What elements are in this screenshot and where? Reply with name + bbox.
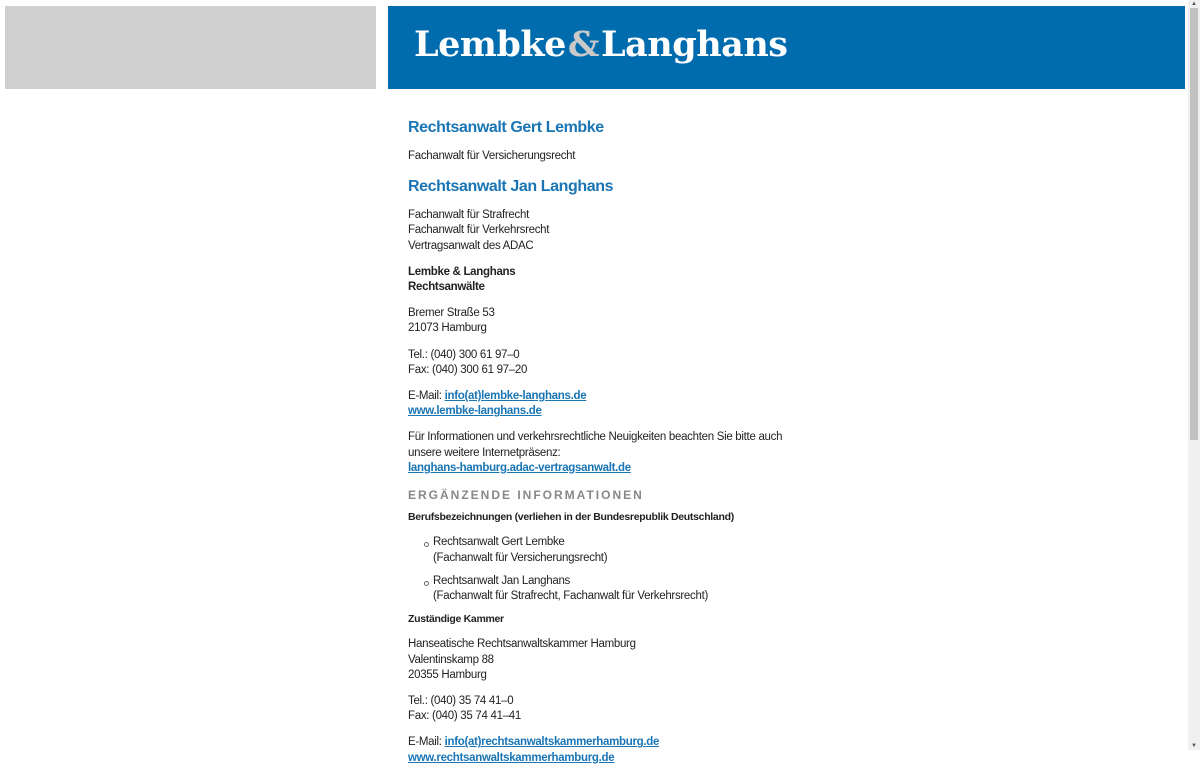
firm-street: Bremer Straße 53 <box>408 307 495 320</box>
professional-titles-list <box>408 535 788 604</box>
chamber-city: 20355 Hamburg <box>408 668 487 681</box>
firm-type: Rechtsanwälte <box>408 281 485 294</box>
firm-phone-block <box>408 348 788 378</box>
lawyer-1-titles <box>408 149 788 164</box>
firm-tel: Tel.: (040) 300 61 97–0 <box>408 348 520 361</box>
info-text: unsere weitere Internetpräsenz: <box>408 446 561 459</box>
vertical-scrollbar[interactable] <box>1188 0 1200 750</box>
firm-website-link[interactable]: www.lembke-langhans.de <box>408 405 542 418</box>
list-item <box>433 535 788 565</box>
chamber-street: Valentinskamp 88 <box>408 653 494 666</box>
chamber-tel: Tel.: (040) 35 74 41–0 <box>408 695 514 708</box>
professional-titles-heading: Berufsbezeichnungen (verliehen in der Bundesrepublik Deutschland) <box>408 511 734 524</box>
site-header <box>388 6 1185 89</box>
list-item <box>433 574 788 604</box>
lawyer-1-name: Rechtsanwalt Gert Lembke <box>408 119 604 136</box>
scrollbar-thumb[interactable] <box>1190 8 1198 440</box>
section-title: ERGÄNZENDE INFORMATIONEN <box>408 488 644 503</box>
logo[interactable] <box>414 24 788 65</box>
scroll-up-arrow-icon[interactable]: ▲ <box>1191 1 1197 7</box>
list-item-line: Rechtsanwalt Jan Langhans <box>433 574 570 587</box>
firm-city: 21073 Hamburg <box>408 322 487 335</box>
lawyer-2-title: Vertragsanwalt des ADAC <box>408 239 534 252</box>
chamber-contact-block <box>408 735 788 765</box>
info-block <box>408 430 788 476</box>
firm-fax: Fax: (040) 300 61 97–20 <box>408 363 528 376</box>
firm-email-label: E-Mail: <box>408 390 442 403</box>
logo-part2: Langhans <box>601 24 788 65</box>
header-placeholder-block <box>5 6 376 89</box>
info-text: Für Informationen und verkehrsrechtliche Neuigkeiten beachten Sie bitte auch <box>408 431 783 444</box>
chamber-email-label: E-Mail: <box>408 736 442 749</box>
main-content <box>408 116 788 777</box>
list-item-line: (Fachanwalt für Strafrecht, Fachanwalt für Verkehrsrecht) <box>433 590 708 603</box>
lawyer-2-name: Rechtsanwalt Jan Langhans <box>408 178 614 196</box>
logo-ampersand: & <box>567 24 600 65</box>
lawyer-2-title: Fachanwalt für Strafrecht <box>408 209 529 222</box>
firm-name-block <box>408 265 788 295</box>
logo-part1: Lembke <box>414 24 566 65</box>
chamber-name: Hanseatische Rechtsanwaltskammer Hamburg <box>408 638 636 651</box>
list-item-line: Rechtsanwalt Gert Lembke <box>433 536 565 549</box>
lawyer-2-title: Fachanwalt für Verkehrsrecht <box>408 224 550 237</box>
firm-address <box>408 306 788 336</box>
chamber-phone-block <box>408 694 788 724</box>
list-item-line: (Fachanwalt für Versicherungsrecht) <box>433 551 608 564</box>
firm-name: Lembke & Langhans <box>408 265 516 278</box>
firm-contact-block <box>408 389 788 419</box>
scroll-down-arrow-icon[interactable]: ▼ <box>1191 743 1197 749</box>
adac-website-link[interactable]: langhans-hamburg.adac-vertragsanwalt.de <box>408 461 631 474</box>
chamber-heading: Zuständige Kammer <box>408 613 504 626</box>
lawyer-2-titles <box>408 208 788 254</box>
chamber-email-link[interactable]: info(at)rechtsanwaltskammerhamburg.de <box>444 736 660 749</box>
chamber-website-link[interactable]: www.rechtsanwaltskammerhamburg.de <box>408 751 615 764</box>
firm-email-link[interactable]: info(at)lembke-langhans.de <box>444 390 587 403</box>
lawyer-1-title: Fachanwalt für Versicherungsrecht <box>408 150 576 162</box>
chamber-address <box>408 637 788 683</box>
chamber-fax: Fax: (040) 35 74 41–41 <box>408 710 521 723</box>
